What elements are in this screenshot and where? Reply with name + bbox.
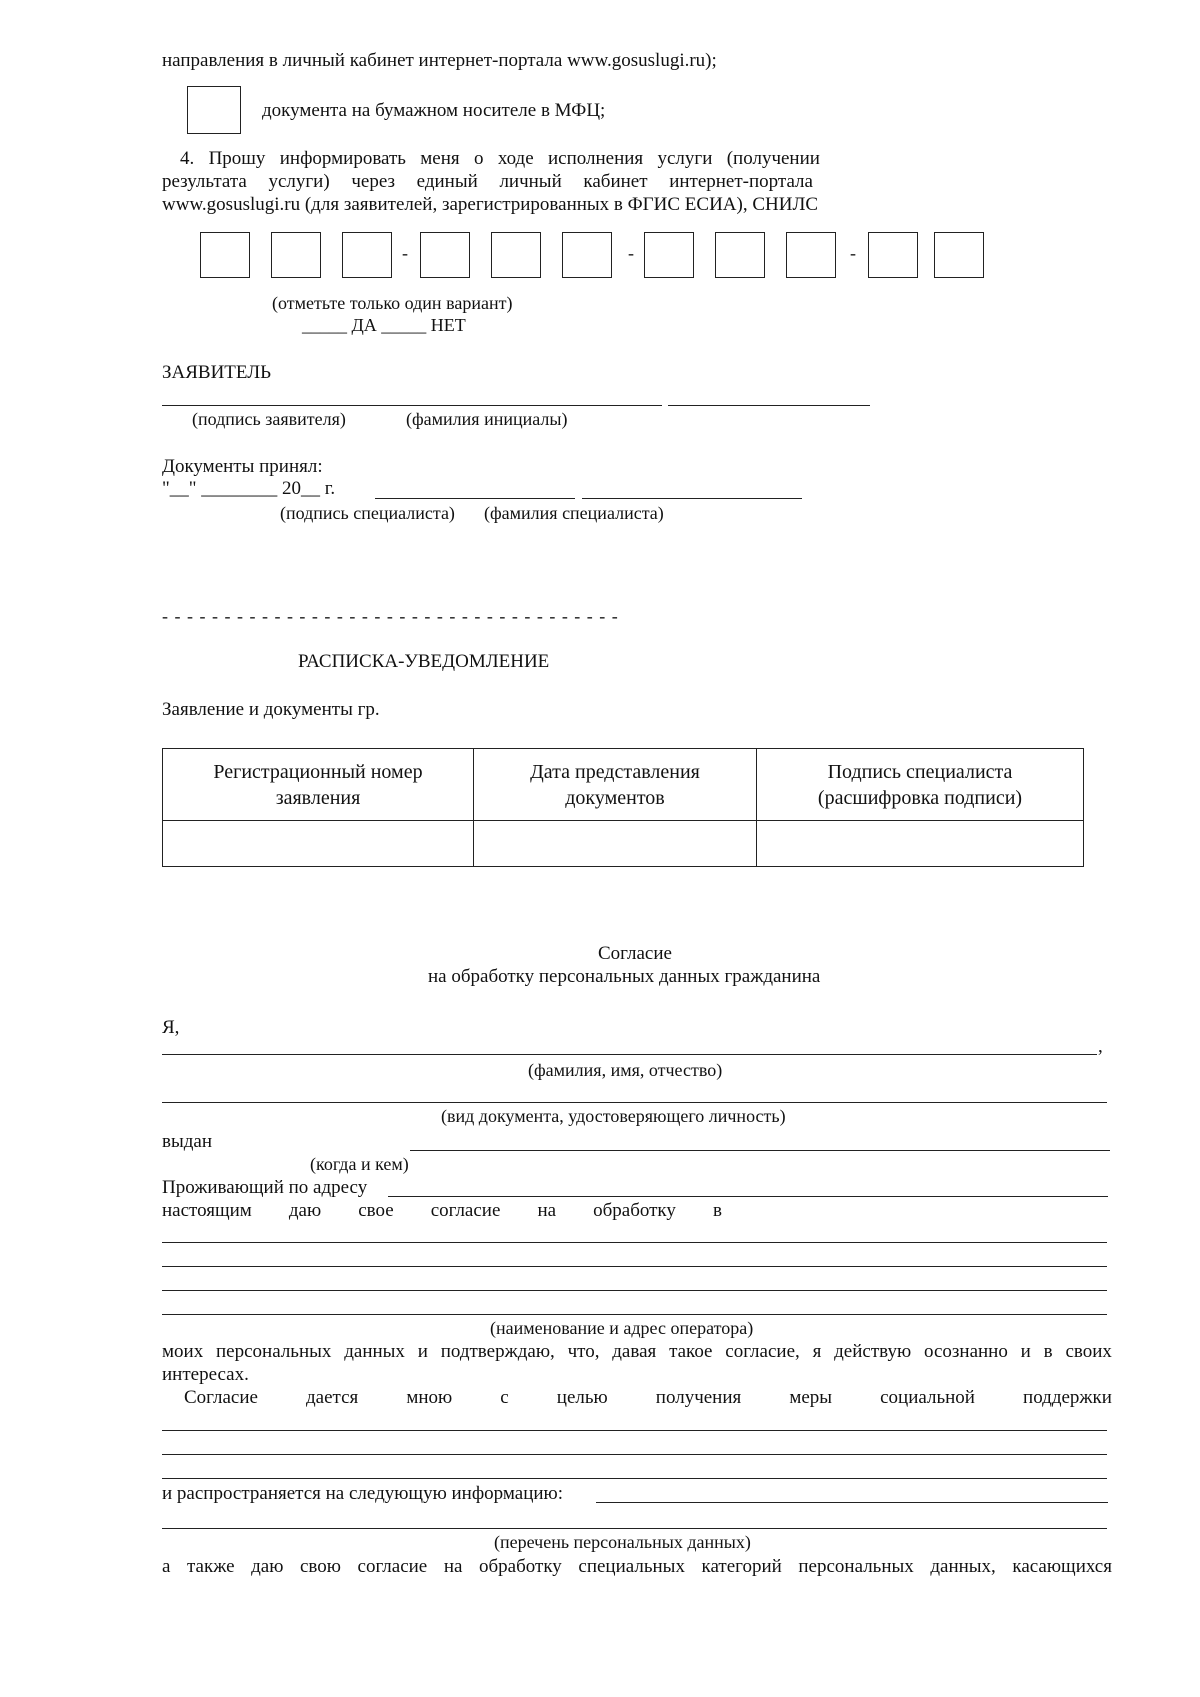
word: действую — [834, 1341, 912, 1362]
word: моих — [162, 1341, 204, 1362]
word: давая — [612, 1341, 657, 1362]
word: исполнения — [547, 148, 644, 169]
word: и — [1020, 1341, 1031, 1362]
word: даю — [288, 1200, 322, 1221]
word: персональных — [216, 1341, 332, 1362]
word: и — [417, 1341, 428, 1362]
address-label: Проживающий по адресу — [162, 1177, 368, 1198]
choose-one-hint: (отметьте только один вариант) — [272, 293, 513, 313]
purpose-line — [184, 1387, 1112, 1409]
when-by-caption: (когда и кем) — [310, 1154, 409, 1174]
fio-caption: (фамилия, имя, отчество) — [528, 1060, 723, 1080]
snils-digit-box[interactable] — [271, 232, 321, 278]
operator-line[interactable] — [162, 1242, 1107, 1243]
word: (получении — [726, 148, 820, 169]
word: свое — [358, 1200, 394, 1221]
receipt-title: РАСПИСКА-УВЕДОМЛЕНИЕ — [298, 651, 550, 672]
specialist-signature-line[interactable] — [375, 498, 575, 499]
applicant-signature-line[interactable] — [162, 405, 662, 406]
snils-digit-box[interactable] — [644, 232, 694, 278]
applies-line[interactable] — [596, 1502, 1108, 1503]
item4-line2 — [162, 171, 813, 193]
special-categories-line — [162, 1556, 1112, 1578]
data-list-line[interactable] — [162, 1528, 1107, 1529]
header-registration-number — [163, 749, 474, 821]
word: о — [473, 148, 484, 169]
word: персональных — [798, 1556, 914, 1577]
paper-option-label: документа на бумажном носителе в МФЦ; — [262, 100, 606, 121]
word: категорий — [701, 1556, 782, 1577]
receipt-header-row — [163, 749, 1084, 821]
word: настоящим — [162, 1200, 252, 1221]
word: получения — [655, 1387, 742, 1408]
word: согласие, — [725, 1341, 800, 1362]
snils-digit-box[interactable] — [200, 232, 250, 278]
header-line: Дата представления — [530, 760, 700, 783]
word: в — [712, 1200, 722, 1221]
word: в — [1043, 1341, 1053, 1362]
word: даю — [251, 1556, 284, 1577]
registration-number-cell[interactable] — [163, 821, 474, 867]
specialist-name-caption: (фамилия специалиста) — [484, 503, 664, 523]
header-specialist-signature — [757, 749, 1084, 821]
word: Прошу — [208, 148, 266, 169]
word: мною — [406, 1387, 453, 1408]
yes-no-choice[interactable]: _____ ДА _____ НЕТ — [302, 315, 466, 335]
word: касающихся — [1012, 1556, 1112, 1577]
snils-digit-box[interactable] — [420, 232, 470, 278]
applicant-heading: ЗАЯВИТЕЛЬ — [162, 362, 272, 383]
word: данных, — [930, 1556, 996, 1577]
operator-line[interactable] — [162, 1266, 1107, 1267]
snils-digit-box[interactable] — [491, 232, 541, 278]
snils-separator: - — [628, 243, 634, 263]
word: 4. — [180, 148, 195, 169]
word: на — [443, 1556, 463, 1577]
header-line: (расшифровка подписи) — [817, 786, 1023, 809]
specialist-signature-caption: (подпись специалиста) — [280, 503, 455, 523]
word: согласие — [357, 1556, 428, 1577]
word: на — [537, 1200, 557, 1221]
snils-digit-box[interactable] — [786, 232, 836, 278]
issued-line[interactable] — [410, 1150, 1110, 1151]
word: такое — [669, 1341, 713, 1362]
word: согласие — [430, 1200, 501, 1221]
word: своих — [1065, 1341, 1112, 1362]
accepted-date-line[interactable]: "__" ________ 20__ г. — [162, 478, 336, 499]
word: меня — [420, 148, 460, 169]
submission-date-cell[interactable] — [474, 821, 757, 867]
word: с — [500, 1387, 509, 1408]
snils-digit-box[interactable] — [342, 232, 392, 278]
word: а — [162, 1556, 171, 1577]
snils-separator: - — [402, 243, 408, 263]
purpose-line-fill[interactable] — [162, 1478, 1107, 1479]
data-list-caption: (перечень персональных данных) — [494, 1532, 751, 1552]
address-line[interactable] — [388, 1196, 1108, 1197]
word: меры — [789, 1387, 833, 1408]
specialist-name-line[interactable] — [582, 498, 802, 499]
word: я — [812, 1341, 822, 1362]
receipt-table — [162, 748, 1084, 867]
word: результата — [162, 171, 247, 192]
word: интернет-портала — [669, 171, 813, 192]
interests-text: интересах. — [162, 1364, 249, 1385]
header-line: Регистрационный номер — [213, 760, 423, 783]
word: Согласие — [184, 1387, 258, 1408]
word: подтверждаю, — [440, 1341, 555, 1362]
word: данных — [344, 1341, 405, 1362]
snils-digit-box[interactable] — [934, 232, 984, 278]
word: обработку — [593, 1200, 676, 1221]
my-data-line — [162, 1341, 1112, 1363]
word: что, — [567, 1341, 600, 1362]
item4-line3: www.gosuslugi.ru (для заявителей, зарегистрированных в ФГИС ЕСИА), СНИЛС — [162, 194, 819, 215]
word: кабинет — [583, 171, 648, 192]
issued-label: выдан — [162, 1131, 213, 1152]
word: личный — [499, 171, 562, 192]
applicant-signature-caption: (подпись заявителя) — [192, 409, 346, 429]
word: дается — [306, 1387, 359, 1408]
id-document-line[interactable] — [162, 1102, 1107, 1103]
accepted-heading: Документы принял: — [162, 456, 323, 477]
word: осознанно — [923, 1341, 1008, 1362]
word: целью — [556, 1387, 608, 1408]
snils-digit-box[interactable] — [562, 232, 612, 278]
applicant-name-line[interactable] — [668, 405, 870, 406]
consent-subtitle: на обработку персональных данных гражданина — [428, 966, 821, 987]
purpose-line-fill[interactable] — [162, 1454, 1107, 1455]
operator-line[interactable] — [162, 1290, 1107, 1291]
snils-separator: - — [850, 243, 856, 263]
word: услуги) — [268, 171, 330, 192]
item4-line1 — [180, 148, 820, 170]
paper-option-checkbox[interactable] — [187, 86, 241, 134]
word: поддержки — [1023, 1387, 1112, 1408]
receipt-intro: Заявление и документы гр. — [162, 699, 380, 720]
applies-label: и распространяется на следующую информацию: — [162, 1483, 564, 1504]
word: также — [187, 1556, 235, 1577]
header-line: заявления — [275, 786, 361, 809]
consent-title: Согласие — [598, 943, 672, 964]
word: свою — [299, 1556, 341, 1577]
consent-line — [162, 1200, 722, 1222]
word: услуги — [657, 148, 713, 169]
header-line: Подпись специалиста — [827, 760, 1013, 783]
header-submission-date — [474, 749, 757, 821]
purpose-line-fill[interactable] — [162, 1430, 1107, 1431]
operator-line[interactable] — [162, 1314, 1107, 1315]
header-line: документов — [565, 786, 665, 809]
portal-delivery-option-text: направления в личный кабинет интернет-портала www.gosuslugi.ru); — [162, 50, 717, 71]
fio-comma: , — [1098, 1036, 1103, 1057]
word: информировать — [279, 148, 406, 169]
i-label: Я, — [162, 1017, 180, 1038]
word: через — [351, 171, 395, 192]
applicant-name-caption: (фамилия инициалы) — [406, 409, 568, 429]
operator-caption: (наименование и адрес оператора) — [490, 1318, 754, 1338]
word: социальной — [880, 1387, 975, 1408]
specialist-signature-cell[interactable] — [757, 821, 1084, 867]
snils-digit-box[interactable] — [868, 232, 918, 278]
id-document-caption: (вид документа, удостоверяющего личность) — [441, 1106, 786, 1126]
cut-line: - - - - - - - - - - - - - - - - - - - - - - - - - - - - - - - - - - - - - — [162, 606, 619, 626]
word: ходе — [497, 148, 534, 169]
receipt-empty-row — [163, 821, 1084, 867]
word: обработку — [479, 1556, 562, 1577]
snils-digit-box[interactable] — [715, 232, 765, 278]
fio-line[interactable] — [162, 1054, 1097, 1055]
word: единый — [416, 171, 478, 192]
word: специальных — [578, 1556, 685, 1577]
